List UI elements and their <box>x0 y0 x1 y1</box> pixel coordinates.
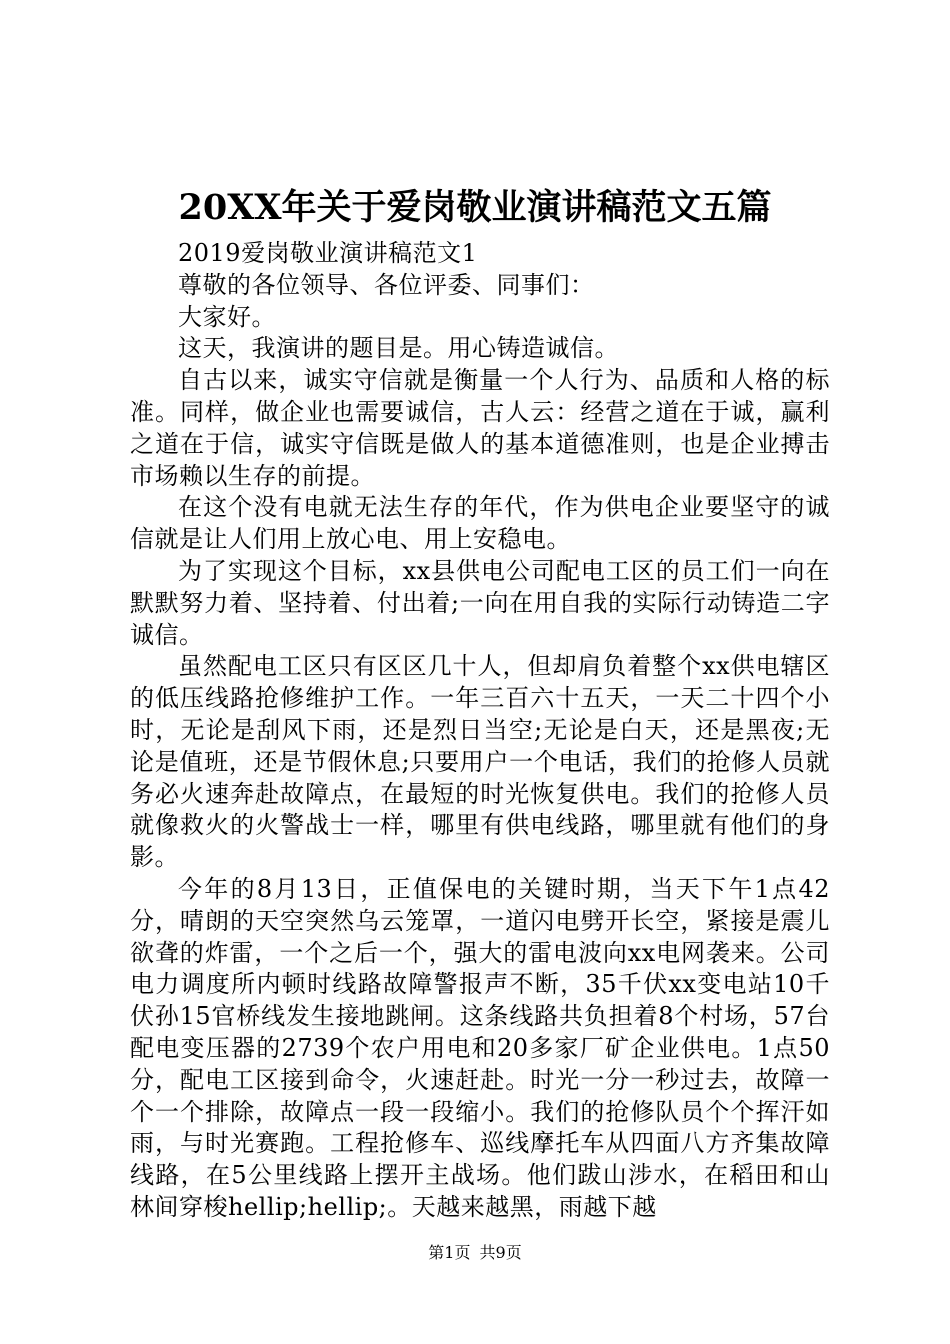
paragraph: 虽然配电工区只有区区几十人，但却肩负着整个xx供电辖区的低压线路抢修维护工作。一年三百六十五天，一天二十四个小时，无论是刮风下雨，还是烈日当空;无论是白天，还是黑夜;无论是值班，还是节假休息;只要用户一个电话，我们的抢修人员就务必火速奔赴故障点，在最短的时光恢复供电。我们的抢修人员就像救火的火警战士一样，哪里有供电线路，哪里就有他们的身影。 <box>130 652 830 872</box>
paragraph: 今年的8月13日，正值保电的关键时期，当天下午1点42分，晴朗的天空突然乌云笼罩，一道闪电劈开长空，紧接是震儿欲聋的炸雷，一个之后一个，强大的雷电波向xx电网袭来。公司电力调度所内顿时线路故障警报声不断，35千伏xx变电站10千伏孙15官桥线发生接地跳闸。这条线路共负担着8个村场，57台配电变压器的2739个农户用电和20多家厂矿企业供电。1点50分，配电工区接到命令，火速赶赴。时光一分一秒过去，故障一个一个排除，故障点一段一段缩小。我们的抢修队员个个挥汗如雨，与时光赛跑。工程抢修车、巡线摩托车从四面八方齐集故障线路，在5公里线路上摆开主战场。他们跋山涉水，在稻田和山林间穿梭hellip;hellip;。天越来越黑，雨越下越 <box>130 874 830 1221</box>
page-footer <box>0 1241 950 1265</box>
paragraph-salutation: 尊敬的各位领导、各位评委、同事们： <box>178 270 595 299</box>
paragraph: 自古以来，诚实守信就是衡量一个人行为、品质和人格的标准。同样，做企业也需要诚信，古人云：经营之道在于诚，赢利之道在于信，诚实守信既是做人的基本道德准则，也是企业搏击市场赖以生存的前提。 <box>130 366 830 490</box>
paragraph-topic: 这天，我演讲的题目是。用心铸造诚信。 <box>178 334 619 363</box>
document-title: 20XX年关于爱岗敬业演讲稿范文五篇 <box>178 187 772 228</box>
paragraph: 为了实现这个目标，xx县供电公司配电工区的员工们一向在默默努力着、坚持着、付出着;一向在用自我的实际行动铸造二字诚信。 <box>130 556 830 649</box>
paragraph: 在这个没有电就无法生存的年代，作为供电企业要坚守的诚信就是让人们用上放心电、用上安稳电。 <box>130 493 830 554</box>
document-body <box>130 238 830 1224</box>
page-number: 第1页 <box>428 1243 471 1262</box>
paragraph-heading: 2019爱岗敬业演讲稿范文1 <box>178 239 478 267</box>
paragraph-greeting: 大家好。 <box>178 302 276 331</box>
page-total: 共9页 <box>479 1243 522 1262</box>
